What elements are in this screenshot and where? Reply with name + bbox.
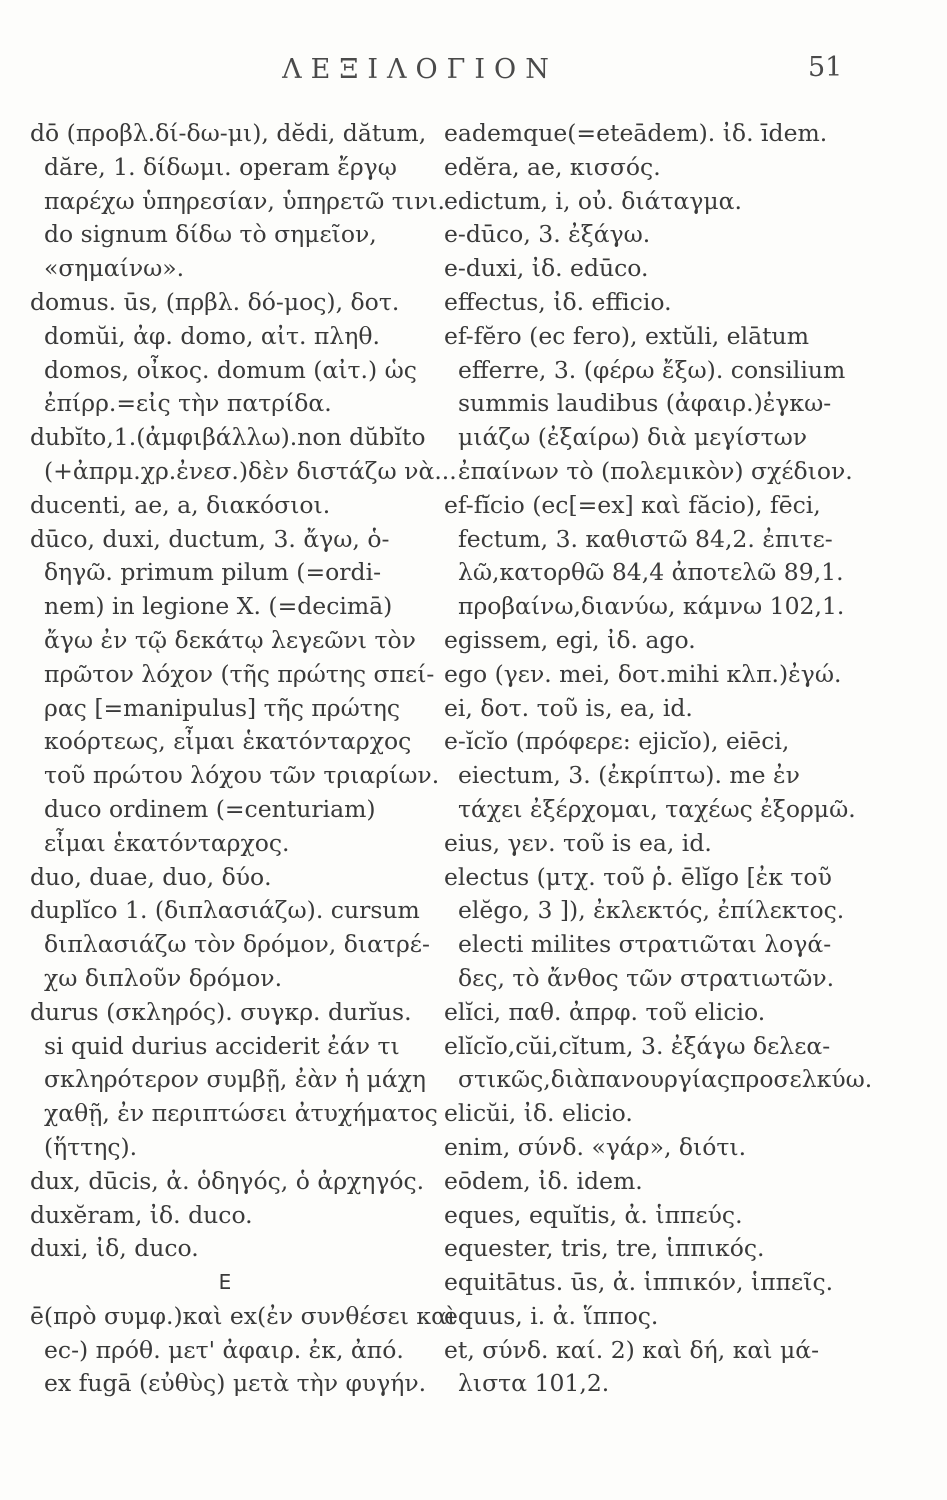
dictionary-line: παρέχω ὑπηρεσίαν, ὑπηρετῶ τινι. [44,186,445,215]
dictionary-line: do signum δίδω τὸ σημεῖον, [44,220,377,249]
dictionary-line: nem) in legione X. (=decimā) [44,592,393,621]
dictionary-line: efferre, 3. (φέρω ἔξω). consilium [458,355,846,384]
dictionary-line: elĭci, παθ. ἀπρφ. τοῦ elicio. [444,997,766,1026]
dictionary-line: dux, dūcis, ἀ. ὁδηγός, ὁ ἀρχηγός. [30,1166,425,1195]
dictionary-line: κοόρτεως, εἶμαι ἑκατόνταρχος [44,727,412,756]
dictionary-line: dubĭto,1.(ἀμφιβάλλω).non dŭbĭto [30,423,426,452]
dictionary-line: edictum, i, οὐ. διάταγμα. [444,186,743,215]
dictionary-line: equus, i. ἀ. ἵππος. [444,1301,659,1330]
dictionary-line: domŭi, ἀφ. domo, αἰτ. πληθ. [44,321,380,350]
dictionary-line: ἐπαίνων τὸ (πολεμικὸν) σχέδιον. [458,456,853,485]
dictionary-line: equester, tris, tre, ἱππικός. [444,1234,765,1263]
dictionary-line: duco ordinem (=centuriam) [44,794,376,823]
dictionary-line: electus (μτχ. τοῦ ῥ. ēlĭgo [ἐκ τοῦ [444,862,832,891]
dictionary-line: elicŭi, ἰδ. elicio. [444,1099,633,1128]
dictionary-line: dō (προβλ.δί-δω-μι), dĕdi, dătum, [30,119,427,147]
page-title: ΛΕΞΙΛΟΓΙΟΝ [282,54,558,85]
dictionary-line: ρας [=manipulus] τῆς πρώτης [44,693,401,722]
dictionary-line: εἶμαι ἑκατόνταρχος. [44,828,290,857]
dictionary-line: ducenti, ae, a, διακόσιοι. [30,490,331,519]
dictionary-line: summis laudibus (ἀφαιρ.)ἐγκω- [458,389,832,418]
dictionary-line: διπλασιάζω τὸν δρόμον, διατρέ- [44,930,430,959]
dictionary-line: ec-) πρόθ. μετ' ἀφαιρ. ἐκ, ἀπό. [44,1335,404,1364]
dictionary-line: elĕgo, 3 ]), ἐκλεκτός, ἐπίλεκτος. [458,896,845,925]
dictionary-line: λιστα 101,2. [458,1369,610,1398]
dictionary-line: duplĭco 1. (διπλασιάζω). cursum [30,896,420,925]
dictionary-line: «σημαίνω». [44,254,185,283]
left-column [30,117,457,1401]
dictionary-line: ef-fĭcio (ec[=ex] καὶ făcio), fēci, [444,490,821,519]
dictionary-line: duxĕram, ἰδ. duco. [30,1200,253,1229]
right-column [444,117,873,1401]
dictionary-line: fectum, 3. καθιστῶ 84,2. ἐπιτε- [458,524,833,553]
dictionary-line: σκληρότερον συμβῇ, ἐὰν ἡ μάχη [44,1065,427,1094]
dictionary-line: enim, σύνδ. «γάρ», διότι. [444,1132,747,1161]
dictionary-line: ego (γεν. mei, δοτ.mihi κλπ.)ἐγώ. [444,659,842,688]
section-letter-heading: E [218,1270,232,1295]
dictionary-line: (+ἀπρμ.χρ.ἐνεσ.)δὲν διστάζω νὰ... [44,456,457,485]
dictionary-line: ef-fĕro (ec fero), extŭli, elātum [444,321,809,350]
dictionary-line: χω διπλοῦν δρόμον. [44,963,283,992]
dictionary-line: δηγῶ. primum pilum (=ordi- [44,558,382,587]
page-number: 51 [808,52,843,83]
dictionary-line: ex fugā (εὐθὺς) μετὰ τὴν φυγήν. [44,1369,427,1398]
dictionary-line: eiectum, 3. (ἐκρίπτω). me ἐν [458,761,800,790]
dictionary-line: τάχει ἐξέρχομαι, ταχέως ἐξορμῶ. [458,794,856,823]
dictionary-line: effectus, ἰδ. efficio. [444,287,672,316]
dictionary-line: edĕra, ae, κισσός. [444,152,661,181]
dictionary-line: si quid durius acciderit ἐάν τι [44,1031,400,1060]
dictionary-line: equitātus. ūs, ἀ. ἱππικόν, ἱππεῖς. [444,1268,834,1297]
dictionary-line: dūco, duxi, ductum, 3. ἄγω, ὁ- [30,524,390,553]
dictionary-line: e-duxi, ἰδ. edūco. [444,254,649,283]
dictionary-line: χαθῇ, ἐν περιπτώσει ἀτυχήματος [44,1099,438,1128]
dictionary-line: στικῶς,διὰπανουργίαςπροσελκύω. [458,1065,873,1094]
dictionary-line: ē(πρὸ συμφ.)καὶ ex(ἐν συνθέσει καὶ [30,1301,457,1330]
dictionary-line: πρῶτον λόχον (τῆς πρώτης σπεί- [44,659,435,688]
dictionary-line: duxi, ἰδ, duco. [30,1234,199,1263]
dictionary-line: domus. ūs, (πρβλ. δό-μος), δοτ. [30,287,400,316]
dictionary-line: e-ĭcĭo (πρόφερε: ejicĭo), eiēci, [444,727,790,756]
dictionary-line: eademque(=eteādem). ἰδ. īdem. [444,119,828,147]
dictionary-line: dăre, 1. δίδωμι. operam ἔργῳ [44,152,397,181]
dictionary-line: domos, οἶκος. domum (αἰτ.) ὡς [44,355,417,384]
dictionary-line: electi milites στρατιῶται λογά- [458,930,832,959]
dictionary-line: λῶ,κατορθῶ 84,4 ἀποτελῶ 89,1. [458,558,844,587]
dictionary-line: eōdem, ἰδ. idem. [444,1166,643,1195]
dictionary-line: προβαίνω,διανύω, κάμνω 102,1. [458,592,845,621]
dictionary-line: e-dūco, 3. ἐξάγω. [444,220,651,249]
dictionary-line: durus (σκληρός). συγκρ. durĭus. [30,997,412,1026]
dictionary-line: δες, τὸ ἄνθος τῶν στρατιωτῶν. [458,963,835,992]
dictionary-line: et, σύνδ. καί. 2) καὶ δή, καὶ μά- [444,1335,820,1364]
dictionary-line: ἄγω ἐν τῷ δεκάτῳ λεγεῶνι τὸν [44,625,416,654]
dictionary-line: μιάζω (ἐξαίρω) διὰ μεγίστων [458,423,808,452]
dictionary-line: ei, δοτ. τοῦ is, ea, id. [444,693,693,722]
dictionary-line: (ἥττης). [44,1132,138,1161]
dictionary-line: elĭcĭo,cŭi,cĭtum, 3. ἐξάγω δελεα- [444,1031,831,1060]
dictionary-line: τοῦ πρώτου λόχου τῶν τριαρίων. [44,761,440,790]
dictionary-line: ἐπίρρ.=εἰς τὴν πατρίδα. [44,389,332,418]
dictionary-line: eius, γεν. τοῦ is ea, id. [444,828,712,857]
dictionary-line: egissem, egi, ἰδ. ago. [444,625,696,654]
dictionary-line: duo, duae, duo, δύο. [30,862,272,891]
dictionary-line: eques, equĭtis, ἀ. ἱππεύς. [444,1200,743,1229]
